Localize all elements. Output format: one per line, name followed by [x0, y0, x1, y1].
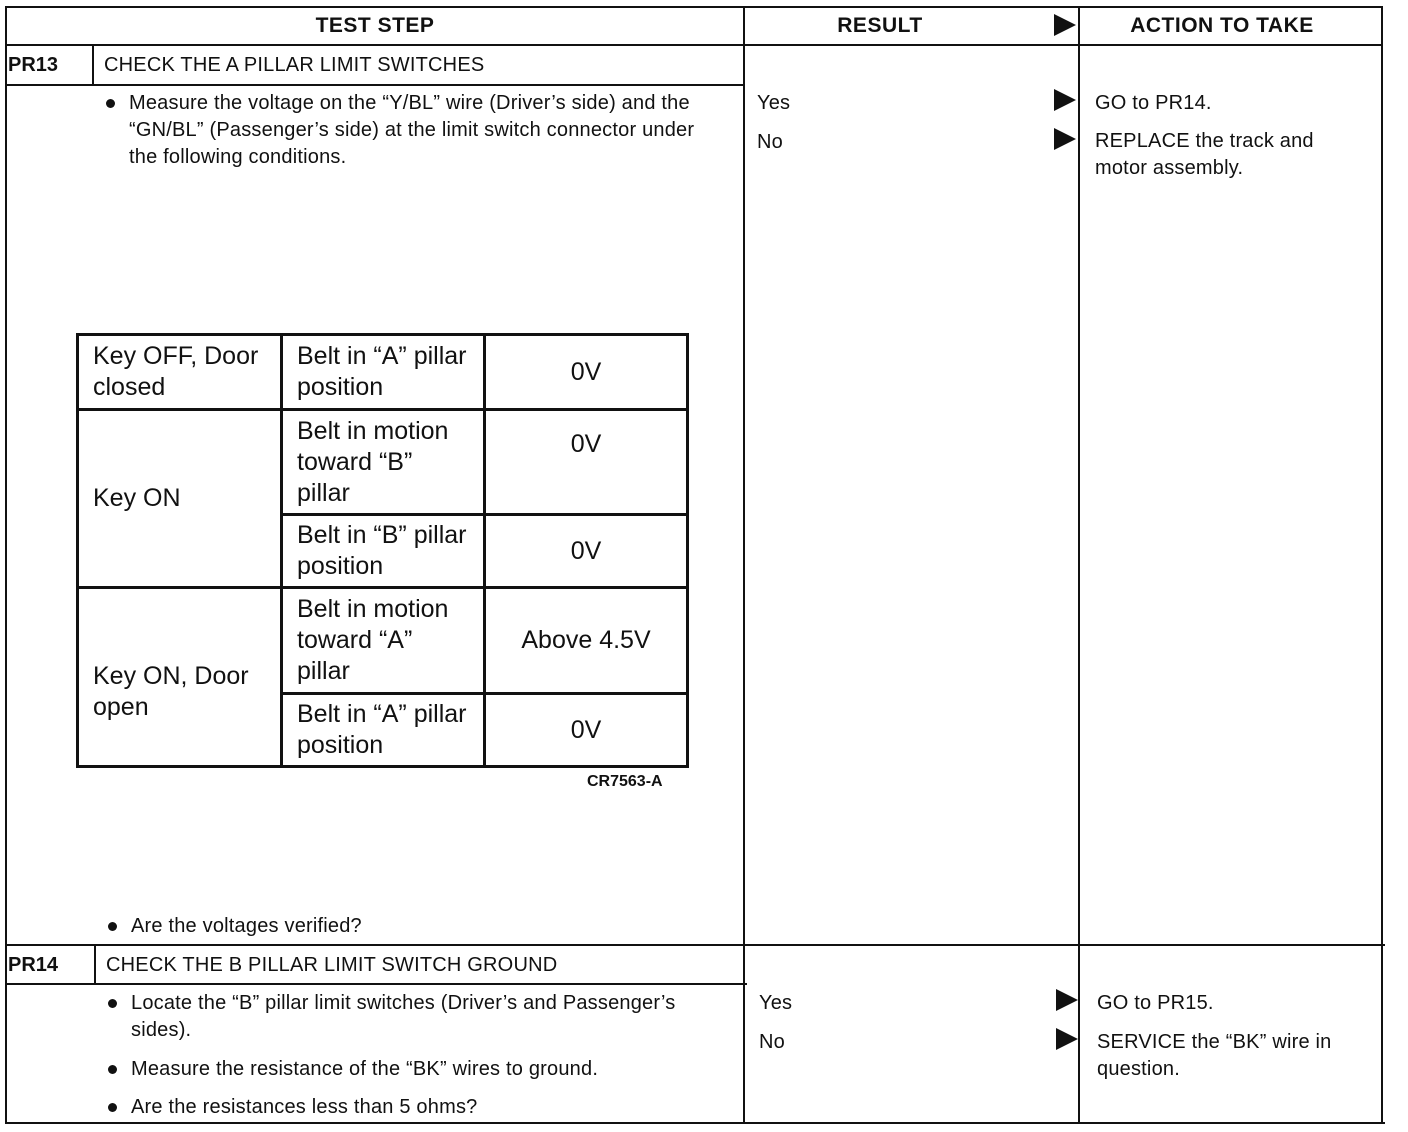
voltage-value: 0V	[485, 515, 688, 588]
header-test-step: TEST STEP	[315, 14, 435, 37]
pr13-no-arrow-icon	[1054, 128, 1076, 150]
pr14-result-yes: Yes	[759, 992, 793, 1014]
pr13-code: PR13	[8, 54, 59, 76]
pr13-action-no: REPLACE the track and motor assembly.	[1095, 130, 1314, 179]
voltage-value: Above 4.5V	[485, 588, 688, 694]
condition-key-off-door-closed: Key OFF, Door closed	[78, 335, 282, 410]
belt-a-pillar-position: Belt in “A” pillar position	[282, 694, 485, 767]
table-row	[78, 335, 688, 410]
pr14-action-yes: GO to PR15.	[1097, 992, 1214, 1014]
pr13-yes-arrow-icon	[1054, 89, 1076, 111]
voltage-value: 0V	[485, 410, 688, 515]
voltage-conditions-table	[76, 333, 689, 768]
right-border	[1381, 6, 1383, 1124]
pr13-question: Are the voltages verified?	[131, 915, 362, 937]
pr14-bullet-1: Locate the “B” pillar limit switches (Driver’s and Passenger’s sides).	[131, 992, 676, 1041]
pr13-instruction: Measure the voltage on the “Y/BL” wire (Driver’s side) and the “GN/BL” (Passenger’s side) at the limit switch connector under the following conditions.	[129, 92, 695, 168]
pr14-title: CHECK THE B PILLAR LIMIT SWITCH GROUND	[106, 954, 558, 976]
pr14-bullet-icon	[108, 1065, 117, 1074]
pr13-title: CHECK THE A PILLAR LIMIT SWITCHES	[104, 54, 485, 76]
belt-a-pillar-position: Belt in “A” pillar position	[282, 335, 485, 410]
result-action-divider	[1078, 6, 1080, 1124]
pr14-code-divider	[94, 944, 96, 985]
pr14-bullet-icon	[108, 1103, 117, 1112]
figure-id: CR7563-A	[587, 773, 663, 790]
condition-key-on-door-open: Key ON, Door open	[78, 588, 282, 767]
table-row	[78, 410, 688, 515]
pr13-result-yes: Yes	[757, 92, 791, 114]
pr14-action-no: SERVICE the “BK” wire in question.	[1097, 1031, 1332, 1080]
header-result: RESULT	[837, 14, 923, 37]
header-action: ACTION TO TAKE	[1130, 14, 1314, 37]
pr13-bottom-border	[5, 944, 1385, 946]
belt-motion-toward-a: Belt in motion toward “A” pillar	[282, 588, 485, 694]
table-bottom-border	[5, 1122, 1385, 1124]
belt-b-pillar-position: Belt in “B” pillar position	[282, 515, 485, 588]
pr14-bullet-3: Are the resistances less than 5 ohms?	[131, 1096, 478, 1118]
pr13-question-bullet-icon	[108, 922, 117, 931]
voltage-value: 0V	[485, 335, 688, 410]
pr14-result-no: No	[759, 1031, 785, 1053]
pr13-action-yes: GO to PR14.	[1095, 92, 1212, 114]
left-border	[5, 6, 7, 1124]
pr13-title-bottom-border	[5, 84, 745, 86]
pr13-result-no: No	[757, 131, 783, 153]
pr14-title-bottom-border	[5, 983, 747, 985]
header-arrow-icon	[1054, 14, 1076, 36]
pr14-bullet-icon	[108, 999, 117, 1008]
belt-motion-toward-b: Belt in motion toward “B” pillar	[282, 410, 485, 515]
header-bottom-border	[5, 44, 1383, 46]
test-result-divider	[743, 6, 745, 1124]
voltage-value: 0V	[485, 694, 688, 767]
pr14-no-arrow-icon	[1056, 1028, 1078, 1050]
condition-key-on: Key ON	[78, 410, 282, 588]
table-row	[78, 588, 688, 694]
pr13-code-divider	[92, 44, 94, 86]
table-top-border	[5, 6, 1383, 8]
pr14-yes-arrow-icon	[1056, 989, 1078, 1011]
pr13-instruction-bullet-icon	[106, 99, 115, 108]
pr14-code: PR14	[8, 954, 59, 976]
pr14-bullet-2: Measure the resistance of the “BK” wires to ground.	[131, 1058, 599, 1080]
